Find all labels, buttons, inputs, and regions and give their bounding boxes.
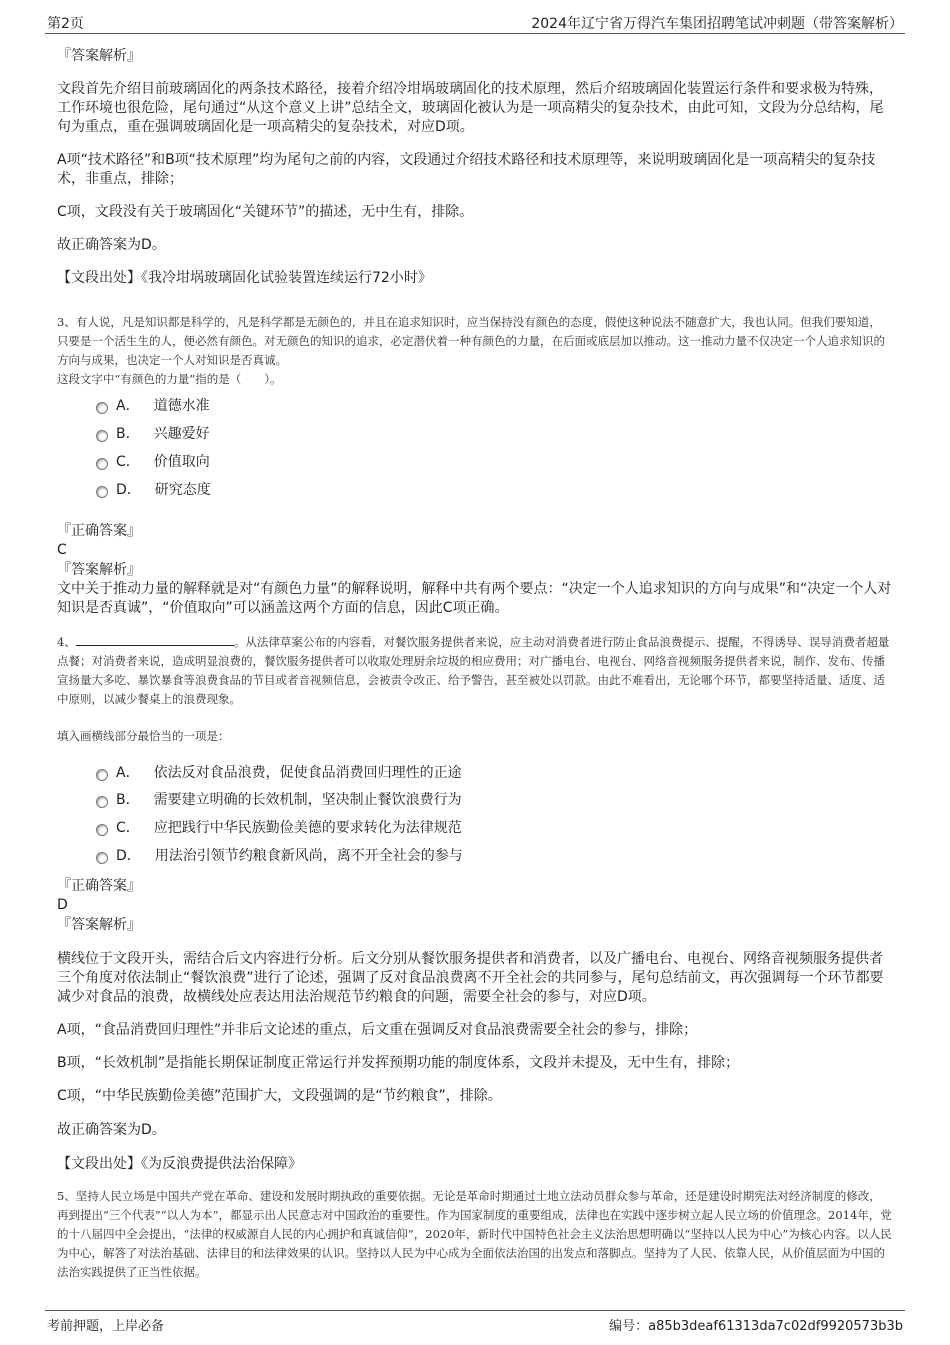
q4-answer: D	[57, 897, 68, 913]
q3-answer: C	[57, 542, 67, 558]
q4-analysis-label: 『答案解析』	[57, 917, 141, 933]
q4-analysis-paragraph: C项，“中华民族勤俭美德”范围扩大，文段强调的是“节约粮食”，排除。	[57, 1088, 502, 1104]
radio-icon[interactable]	[96, 796, 108, 808]
header-divider	[45, 33, 905, 34]
q2-source: 【文段出处】《我冷坩埚玻璃固化试验装置连续运行72小时》	[57, 270, 432, 286]
q4-analysis-paragraph: B项，“长效机制”是指能长期保证制度正常运行并发挥预期功能的制度体系，文段并未提及，无中生有，排除；	[57, 1055, 740, 1071]
radio-icon[interactable]	[96, 430, 108, 442]
q2-analysis-paragraph: C项，文段没有关于玻璃固化“关键环节”的描述，无中生有，排除。	[57, 204, 474, 220]
q4-question: 填入画横线部分最恰当的一项是：	[57, 729, 230, 743]
q3-analysis-label: 『答案解析』	[57, 562, 141, 578]
q4-option-d[interactable]: D． 用法治引领节约粮食新风尚，离不开全社会的参与	[96, 846, 463, 866]
q2-analysis-paragraph: A项“技术路径”和B项“技术原理”均为尾句之前的内容，文段通过介绍技术路径和技术原理等，来说明玻璃固化是一项高精尖的复杂技术，非重点，排除；	[57, 152, 876, 187]
footer-slogan: 考前押题，上岸必备	[47, 1319, 165, 1334]
q5-stem: 5、坚持人民立场是中国共产党在革命、建设和发展时期执政的重要依据。无论是革命时期通过土地立法动员群众参与革命，还是建设时期宪法对经济制度的修改，再到提出“三个代表”“以人为本”，都显示出人民意志对中国政治的重要性。作为国家制度的重要组成，法律也在实践中逐步树立起人民立场的价值理念。2014年，党的十八届四中全会提出，“法律的权威源自人民的内心拥护和真诚信仰”，2020年，新时代中国特色社会主义法治思想明确以“坚持以人民为中心”为核心内容。以人民为中心，解答了对法治基础、法律目的和法律效果的认识。坚持以人民为中心成为全面依法治国的出发点和落脚点。坚持为了人民、依靠人民，从价值层面为中国的法治实践提供了正当性依据。	[57, 1189, 892, 1279]
q4-conclusion: 故正确答案为D。	[57, 1122, 166, 1138]
footer-divider	[45, 1310, 905, 1311]
fill-blank-line	[76, 633, 234, 646]
q4-analysis-paragraph: 横线位于文段开头，需结合后文内容进行分析。后文分别从餐饮服务提供者和消费者，以及广播电台、电视台、网络音视频服务提供者三个角度对依法制止“餐饮浪费”进行了论述，强调了反对食品浪费离不开全社会的共同参与，尾句总结前文，再次强调每一个环节都要减少对食品的浪费，故横线处应表达用法治规范节约粮食的问题，需要全社会的参与，对应D项。	[57, 951, 884, 1005]
q4-source: 【文段出处】《为反浪费提供法治保障》	[57, 1156, 302, 1172]
q4-analysis-paragraph: A项，“食品消费回归理性”并非后文论述的重点，后文重在强调反对食品浪费需要全社会的参与，排除；	[57, 1022, 698, 1038]
q2-analysis-label: 『答案解析』	[57, 48, 141, 64]
q3-option-b[interactable]: B． 兴趣爱好	[96, 424, 210, 444]
document-title: 2024年辽宁省万得汽车集团招聘笔试冲刺题（带答案解析）	[531, 16, 903, 32]
q2-analysis-paragraph: 文段首先介绍目前玻璃固化的两条技术路径，接着介绍冷坩埚玻璃固化的技术原理，然后介绍玻璃固化装置运行条件和要求极为特殊，工作环境也很危险，尾句通过“从这个意义上讲”总结全文，玻璃固化被认为是一项高精尖的复杂技术，由此可知，文段为分总结构，尾句为重点，重在强调玻璃固化是一项高精尖的复杂技术，对应D项。	[57, 81, 884, 135]
q2-conclusion: 故正确答案为D。	[57, 237, 166, 253]
q4-stem: 4、 。从法律草案公布的内容看，对餐饮服务提供者来说，应主动对消费者进行防止食品浪费提示、提醒，不得诱导、误导消费者超量点餐；对消费者来说，造成明显浪费的，餐饮服务提供者可以收取处理厨余垃圾的相应费用；对广播电台、电视台、网络音视频服务提供者来说，制作、发布、传播宣扬量大多吃、暴饮暴食等浪费食品的节目或者音视频信息，会被责令改正、给予警告，甚至被处以罚款。由此不难看出，无论哪个环节，都要坚持适量、适度、适中原则，以减少餐桌上的浪费现象。	[57, 635, 890, 706]
radio-icon[interactable]	[96, 824, 108, 836]
q3-option-c[interactable]: C． 价值取向	[96, 452, 210, 472]
radio-icon[interactable]	[96, 402, 108, 414]
q3-stem: 3、有人说，凡是知识都是科学的，凡是科学都是无颜色的，并且在追求知识时，应当保持没有颜色的态度，假使这种说法不随意扩大，我也认同。但我们要知道，只要是一个活生生的人，便必然有颜色。对无颜色的知识的追求，必定潜伏着一种有颜色的力量，在后面或底层加以推动。这一推动力量不仅决定一个人追求知识的方向与成果，也决定一个人对知识是否真诚。	[57, 315, 885, 367]
q3-answer-label: 『正确答案』	[57, 523, 141, 539]
radio-icon[interactable]	[96, 486, 108, 498]
document-id: 编号：a85b3deaf61313da7c02df9920573b3b	[609, 1319, 903, 1334]
q3-option-d[interactable]: D． 研究态度	[96, 480, 211, 500]
radio-icon[interactable]	[96, 769, 108, 781]
q4-answer-label: 『正确答案』	[57, 878, 141, 894]
radio-icon[interactable]	[96, 458, 108, 470]
q4-option-a[interactable]: A． 依法反对食品浪费，促使食品消费回归理性的正途	[96, 763, 462, 783]
q3-analysis: 文中关于推动力量的解释就是对“有颜色力量”的解释说明，解释中共有两个要点：“决定一个人追求知识的方向与成果”和“决定一个人对知识是否真诚”，“价值取向”可以涵盖这两个方面的信息，因此C项正确。	[57, 581, 892, 616]
q4-option-b[interactable]: B． 需要建立明确的长效机制，坚决制止餐饮浪费行为	[96, 790, 462, 810]
radio-icon[interactable]	[96, 852, 108, 864]
q3-option-a[interactable]: A． 道德水准	[96, 396, 210, 416]
q4-option-c[interactable]: C． 应把践行中华民族勤俭美德的要求转化为法律规范	[96, 818, 462, 838]
page-number: 第2页	[47, 16, 84, 32]
q3-question: 这段文字中“有颜色的力量”指的是（ ）。	[57, 372, 282, 386]
